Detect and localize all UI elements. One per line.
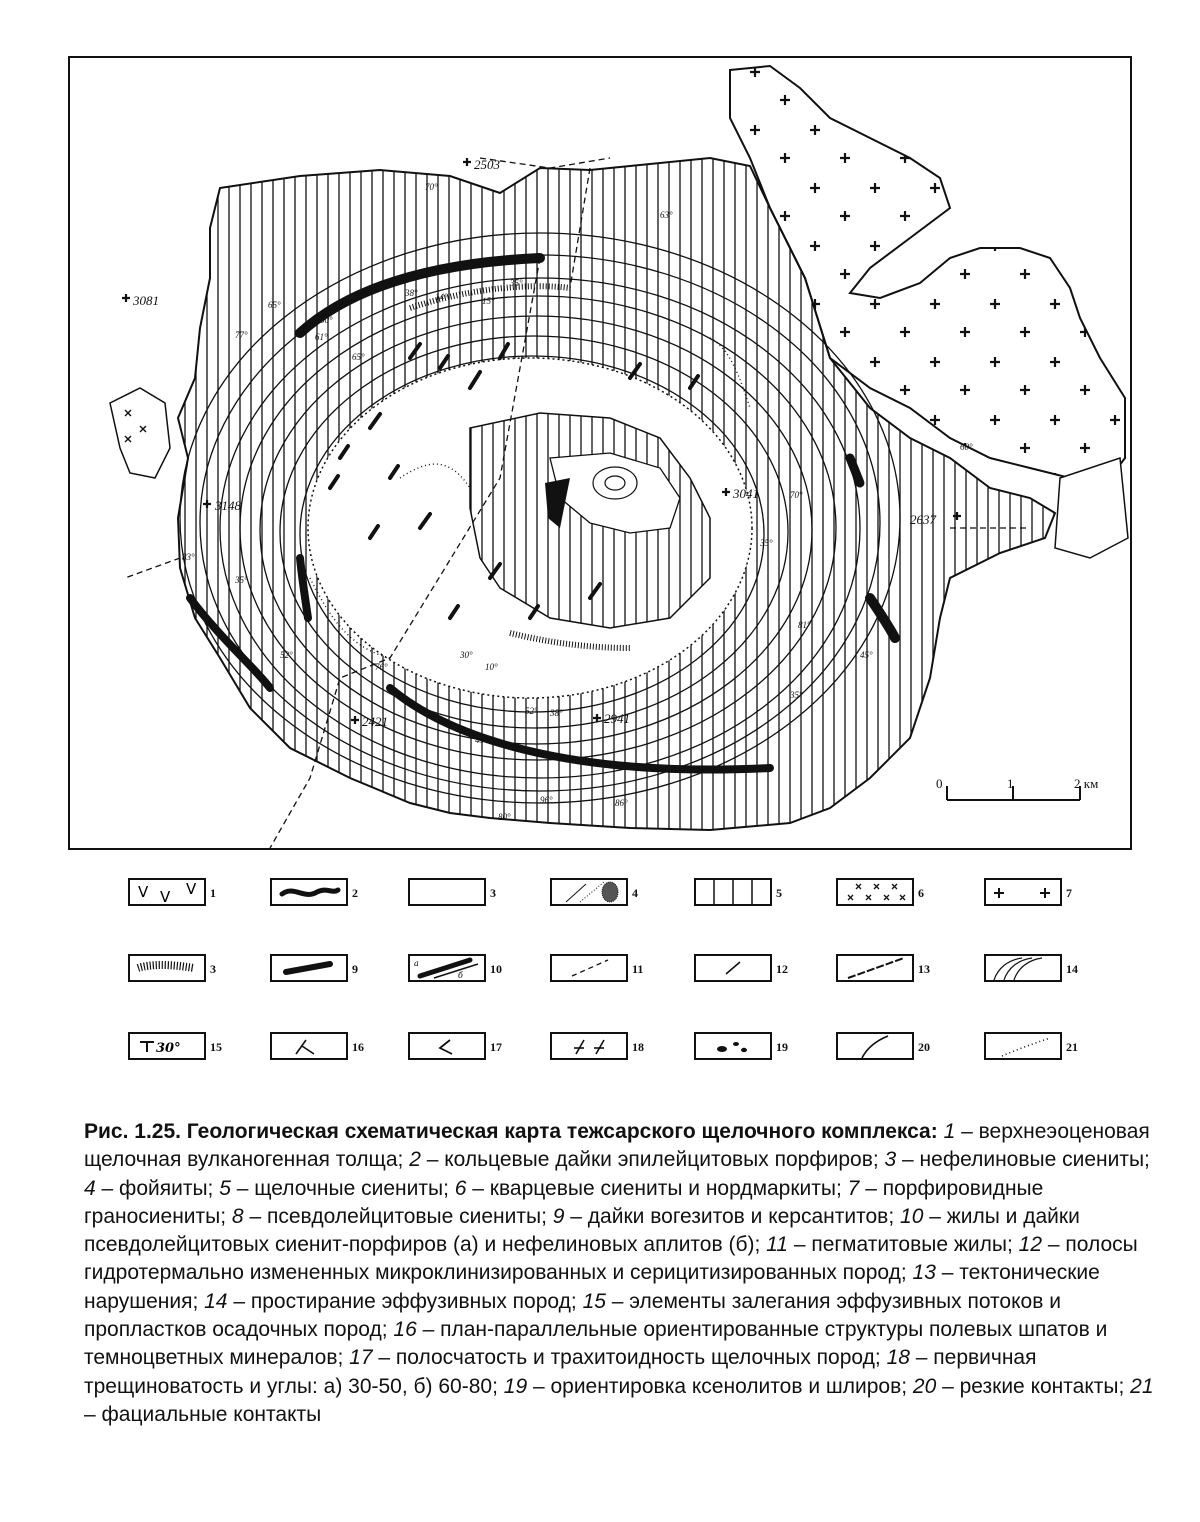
dip-label: 80°	[498, 812, 511, 822]
legend-number: 4	[632, 886, 638, 900]
legend-swatch	[128, 954, 206, 982]
elevation-label: 2421	[362, 714, 388, 729]
legend-number: 1	[210, 886, 216, 900]
dip-label: 14°	[435, 292, 448, 302]
legend-swatch	[836, 1032, 914, 1060]
dip-label: 38°	[405, 288, 418, 298]
caption-num: 13	[912, 1261, 936, 1285]
legend-number: 6	[918, 886, 924, 900]
caption-num: 2	[409, 1148, 421, 1172]
legend-swatch	[270, 1032, 348, 1060]
caption-text: – нефелиновые сиениты;	[896, 1148, 1150, 1172]
caption-num: 17	[349, 1346, 373, 1370]
legend-number: 5	[776, 886, 782, 900]
legend-number: 19	[776, 1040, 788, 1054]
legend-number: 15	[210, 1040, 222, 1054]
legend	[120, 878, 1100, 1068]
caption-text: – фойяиты;	[95, 1176, 220, 1200]
caption-text: – дайки вогезитов и керсантитов;	[564, 1204, 901, 1228]
caption-text: – фациальные контакты	[84, 1402, 322, 1426]
legend-number: 13	[918, 962, 930, 976]
dip-label: 76°	[375, 662, 388, 672]
legend-number: 18	[632, 1040, 644, 1054]
legend-number: 7	[1066, 886, 1072, 900]
caption-text: – полосы гидротермально измененных микроклинизированных и серицитизированных пород;	[84, 1233, 1138, 1285]
caption-num: 15	[582, 1289, 606, 1313]
legend-number: 11	[632, 962, 644, 976]
legend-swatch	[408, 954, 486, 982]
svg-text:V: V	[138, 883, 149, 901]
dip-label: 86°	[615, 798, 628, 808]
legend-swatch	[694, 1032, 772, 1060]
svg-text:V: V	[186, 880, 197, 898]
caption-text: – жилы и дайки псевдолейцитовых сиенит-порфиров (а) и нефелиновых аплитов (б);	[84, 1204, 1080, 1257]
dip-label: 60°	[960, 442, 973, 452]
legend-swatch	[128, 878, 206, 906]
caption-text: – план-параллельные ориентированные структуры полевых шпатов и темноцветных минералов;	[84, 1318, 1108, 1370]
elevation-label: 2941	[604, 711, 630, 726]
caption-num: 8	[231, 1204, 244, 1228]
scale-label-1: 1	[1007, 776, 1014, 791]
caption-num: 19	[503, 1374, 528, 1398]
caption-text: – простирание эффузивных пород;	[227, 1289, 583, 1313]
caption-text: – верхнеэоценовая щелочная вулканогенная толща;	[84, 1120, 1150, 1172]
dip-label: 96°	[540, 795, 553, 805]
legend-swatch	[128, 1032, 206, 1060]
caption-text: – элементы залегания эффузивных потоков и пропластков осадочных пород;	[84, 1289, 1061, 1342]
caption-text: – полосчатость и трахитоидность щелочных пород;	[372, 1346, 887, 1370]
dip-label: 45°	[860, 650, 873, 660]
caption-num: 16	[393, 1318, 417, 1342]
caption-title: Рис. 1.25. Геологическая схематическая карта тежсарского щелочного комплекса:	[84, 1120, 938, 1143]
geologic-map	[68, 56, 1132, 850]
caption-num: 12	[1018, 1233, 1043, 1257]
dip-label: 81°	[798, 620, 811, 630]
caption-num: 20	[912, 1374, 937, 1398]
legend-number: 12	[776, 962, 788, 976]
legend-number: 14	[1066, 962, 1078, 976]
dip-label: 50°	[320, 315, 333, 325]
legend-swatch	[984, 1032, 1062, 1060]
elevation-label: 3041	[733, 486, 759, 501]
scale-bar	[936, 776, 1098, 800]
legend-number: 10	[490, 962, 502, 976]
dip-label: 10°	[485, 662, 498, 672]
legend-swatch	[270, 954, 348, 982]
legend-swatch	[270, 878, 348, 906]
svg-text:V: V	[160, 888, 171, 904]
legend-swatch	[408, 878, 486, 906]
caption-text: – ориентировка ксенолитов и шлиров;	[527, 1374, 913, 1398]
dip-label: 15°	[482, 296, 495, 306]
legend-swatch	[550, 1032, 628, 1060]
legend-number: 2	[352, 886, 358, 900]
legend-swatch	[836, 954, 914, 982]
legend-number: 16	[352, 1040, 364, 1054]
legend-swatch	[550, 878, 628, 906]
scale-label-2: 2 км	[1074, 776, 1099, 791]
svg-text:30°: 30°	[156, 1041, 181, 1056]
dip-label: 83°	[182, 552, 195, 562]
dip-label: 63°	[660, 210, 673, 220]
dip-label: 70°	[425, 182, 438, 192]
legend-number: 3	[210, 962, 216, 976]
dip-label: 65°	[352, 352, 365, 362]
caption-text: – резкие контакты;	[936, 1374, 1131, 1398]
dip-label: 65°	[268, 300, 281, 310]
western-lobe	[110, 388, 170, 478]
caption-text: – первичная трещиноватость и углы: а) 30-50, б) 60-80;	[84, 1346, 1037, 1398]
dip-label: 61°	[315, 332, 328, 342]
elevation-label: 3081	[133, 293, 159, 308]
figure-caption	[84, 1118, 1154, 1429]
caption-num: 7	[847, 1176, 860, 1200]
caption-body	[84, 1120, 1154, 1426]
dip-label: 30°	[460, 650, 473, 660]
elevation-label: 2503	[474, 157, 500, 172]
dip-label: 70°	[790, 490, 803, 500]
caption-text: – щелочные сиениты;	[230, 1176, 455, 1200]
svg-text:б: б	[458, 971, 463, 980]
legend-swatch	[836, 878, 914, 906]
caption-text: – кварцевые сиениты и нордмаркиты;	[466, 1176, 848, 1200]
map-drawing	[70, 58, 1130, 848]
elevation-point	[463, 157, 501, 172]
legend-number: 21	[1066, 1040, 1078, 1054]
caption-num: 11	[766, 1233, 788, 1257]
elevation-label: 2637	[910, 512, 936, 527]
dip-label: 35°	[510, 278, 523, 288]
legend-number: 17	[490, 1040, 502, 1054]
legend-swatch	[984, 878, 1062, 906]
dip-label: 38°	[550, 708, 563, 718]
caption-text: – тектонические нарушения;	[84, 1261, 1100, 1313]
legend-swatch	[694, 954, 772, 982]
caption-text: – пегматитовые жилы;	[787, 1233, 1019, 1257]
caption-num: 9	[552, 1204, 565, 1228]
dip-label: 45°	[475, 735, 488, 745]
legend-swatch	[694, 878, 772, 906]
caption-text: – порфировидные граносиениты;	[84, 1176, 1044, 1228]
elevation-point	[122, 293, 159, 308]
dip-label: 52°	[525, 706, 538, 716]
caption-num: 18	[886, 1346, 910, 1370]
legend-number: 20	[918, 1040, 930, 1054]
dip-label: 52°	[280, 650, 293, 660]
legend-number: 9	[352, 962, 358, 976]
legend-swatch	[550, 954, 628, 982]
dip-label: 35°	[235, 575, 248, 585]
dip-label: 35°	[790, 690, 803, 700]
caption-num: 6	[454, 1176, 467, 1200]
caption-num: 5	[219, 1176, 231, 1200]
dip-label: 35°	[760, 538, 773, 548]
dip-label: 77°	[235, 330, 248, 340]
caption-num: 3	[884, 1148, 897, 1172]
elevation-label: 3148	[215, 498, 241, 513]
caption-num: 10	[900, 1204, 924, 1228]
legend-number: 3	[490, 886, 496, 900]
scale-label-0: 0	[936, 776, 943, 791]
caption-num: 14	[204, 1289, 228, 1313]
legend-swatch	[984, 954, 1062, 982]
caption-text: – кольцевые дайки эпилейцитовых порфиров;	[420, 1148, 885, 1172]
caption-text: – псевдолейцитовые сиениты;	[243, 1204, 553, 1228]
svg-text:а: а	[414, 959, 419, 968]
caption-num: 4	[84, 1176, 96, 1200]
legend-swatch	[408, 1032, 486, 1060]
caption-num: 1	[943, 1120, 956, 1143]
caption-num: 21	[1130, 1374, 1154, 1398]
